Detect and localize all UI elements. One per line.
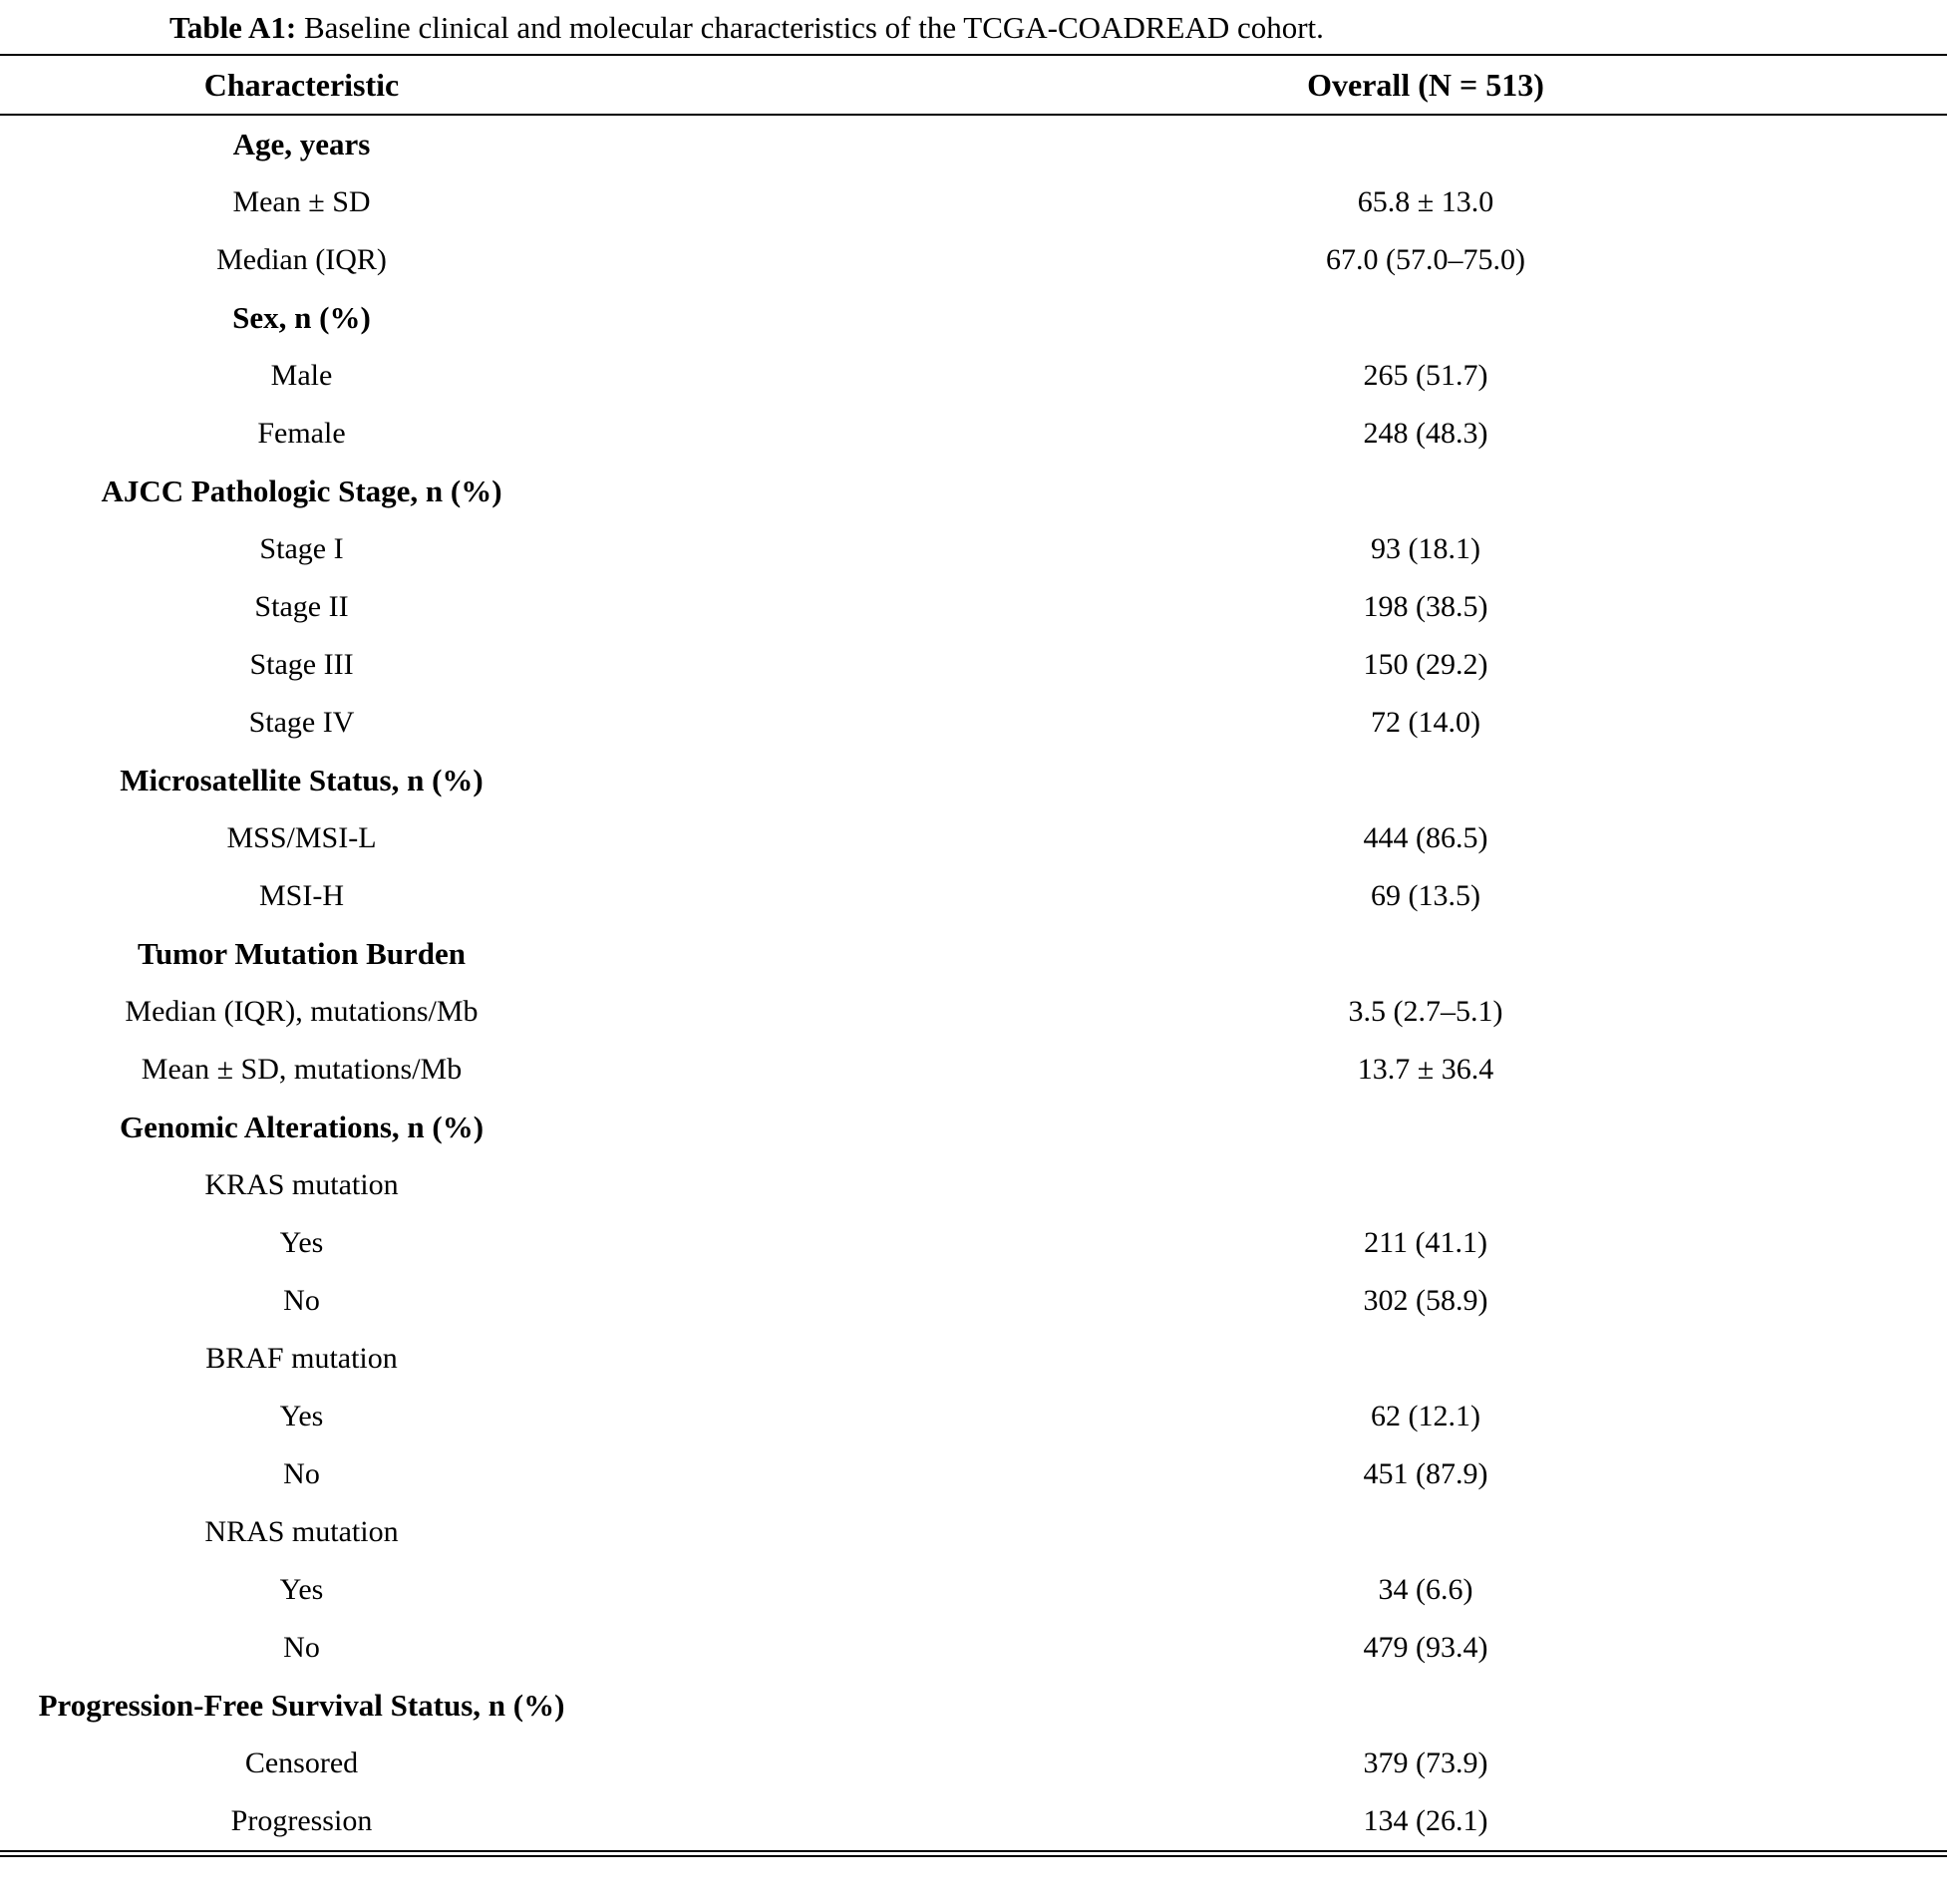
row-label: No [283, 1631, 320, 1664]
row-value [603, 115, 1947, 173]
table-header-row [0, 55, 1947, 115]
table-row [0, 1445, 1947, 1503]
row-value [603, 463, 1947, 520]
row-label: No [283, 1284, 320, 1317]
table-row [0, 405, 1947, 463]
row-value: 69 (13.5) [1371, 879, 1480, 912]
row-value: 379 (73.9) [1363, 1746, 1488, 1779]
caption-label: Table A1: [169, 10, 297, 45]
row-label: NRAS mutation [204, 1515, 399, 1548]
row-label: Yes [279, 1400, 324, 1432]
row-value [603, 1156, 1947, 1214]
table-row [0, 1503, 1947, 1561]
row-label: Female [257, 417, 346, 450]
table-row [0, 463, 1947, 520]
table-row [0, 1041, 1947, 1099]
row-value: 62 (12.1) [1371, 1400, 1480, 1432]
row-label: Stage II [254, 590, 349, 623]
row-label: Yes [279, 1573, 324, 1606]
row-label: Median (IQR), mutations/Mb [125, 995, 479, 1028]
column-header-characteristic: Characteristic [0, 55, 603, 115]
row-label: Median (IQR) [216, 243, 387, 276]
row-value: 93 (18.1) [1371, 532, 1480, 565]
row-label: Mean ± SD, mutations/Mb [141, 1053, 463, 1086]
table-row [0, 1099, 1947, 1156]
row-value [603, 289, 1947, 347]
row-label: MSS/MSI-L [226, 821, 377, 854]
table-row [0, 115, 1947, 173]
row-value: 150 (29.2) [1363, 648, 1488, 681]
row-label: KRAS mutation [204, 1168, 399, 1201]
row-label: Censored [244, 1746, 359, 1779]
row-value: 198 (38.5) [1363, 590, 1488, 623]
row-label: Sex, n (%) [232, 300, 371, 335]
row-label: Stage III [249, 648, 354, 681]
table-row [0, 1619, 1947, 1677]
table-row [0, 1272, 1947, 1330]
row-value [603, 1099, 1947, 1156]
row-value: 444 (86.5) [1363, 821, 1488, 854]
row-value: 479 (93.4) [1363, 1631, 1488, 1664]
table-row [0, 1561, 1947, 1619]
caption-text: Baseline clinical and molecular characteristics of the TCGA-COADREAD cohort. [296, 10, 1324, 45]
row-value: 265 (51.7) [1363, 359, 1488, 392]
row-label: Mean ± SD [232, 185, 371, 218]
table-row [0, 1677, 1947, 1735]
row-value [603, 752, 1947, 809]
row-label: Male [270, 359, 333, 392]
table-row [0, 636, 1947, 694]
row-label: Yes [279, 1226, 324, 1259]
row-label: Stage I [259, 532, 344, 565]
table-row [0, 867, 1947, 925]
row-value: 13.7 ± 36.4 [1357, 1053, 1494, 1086]
table-row [0, 983, 1947, 1041]
column-header-overall: Overall (N = 513) [603, 55, 1947, 115]
row-label: MSI-H [258, 879, 344, 912]
row-value: 72 (14.0) [1371, 706, 1480, 739]
table-row [0, 925, 1947, 983]
table-caption [169, 10, 1907, 46]
row-value [603, 1330, 1947, 1388]
table-row [0, 578, 1947, 636]
table-row [0, 809, 1947, 867]
table-bottom-rule [0, 1850, 1947, 1857]
row-value: 3.5 (2.7–5.1) [1348, 995, 1503, 1028]
row-label: Stage IV [248, 706, 355, 739]
row-value [603, 1677, 1947, 1735]
row-value: 34 (6.6) [1378, 1573, 1473, 1606]
table-row [0, 1330, 1947, 1388]
row-value [603, 1503, 1947, 1561]
row-value: 248 (48.3) [1363, 417, 1488, 450]
table-row [0, 289, 1947, 347]
table-row [0, 1388, 1947, 1445]
table-row [0, 694, 1947, 752]
row-label: Progression-Free Survival Status, n (%) [38, 1688, 565, 1723]
row-label: Age, years [232, 127, 371, 161]
table-body [0, 115, 1947, 1850]
table-row [0, 1156, 1947, 1214]
row-value: 134 (26.1) [1363, 1804, 1488, 1837]
row-label: Tumor Mutation Burden [137, 936, 466, 971]
table-row [0, 231, 1947, 289]
row-value: 302 (58.9) [1363, 1284, 1488, 1317]
row-label: AJCC Pathologic Stage, n (%) [101, 474, 502, 508]
row-label: Microsatellite Status, n (%) [120, 763, 484, 797]
row-value: 65.8 ± 13.0 [1357, 185, 1494, 218]
table-row [0, 347, 1947, 405]
row-label: BRAF mutation [205, 1342, 398, 1375]
row-value: 211 (41.1) [1364, 1226, 1487, 1259]
table-row [0, 1792, 1947, 1850]
row-value: 67.0 (57.0–75.0) [1326, 243, 1525, 276]
table-row [0, 752, 1947, 809]
row-label: Progression [230, 1804, 373, 1837]
row-value [603, 925, 1947, 983]
table-row [0, 520, 1947, 578]
table-row [0, 1214, 1947, 1272]
row-value: 451 (87.9) [1363, 1457, 1488, 1490]
row-label: No [283, 1457, 320, 1490]
row-label: Genomic Alterations, n (%) [119, 1110, 485, 1144]
table-row [0, 1735, 1947, 1792]
characteristics-table [0, 54, 1947, 1850]
table-row [0, 173, 1947, 231]
